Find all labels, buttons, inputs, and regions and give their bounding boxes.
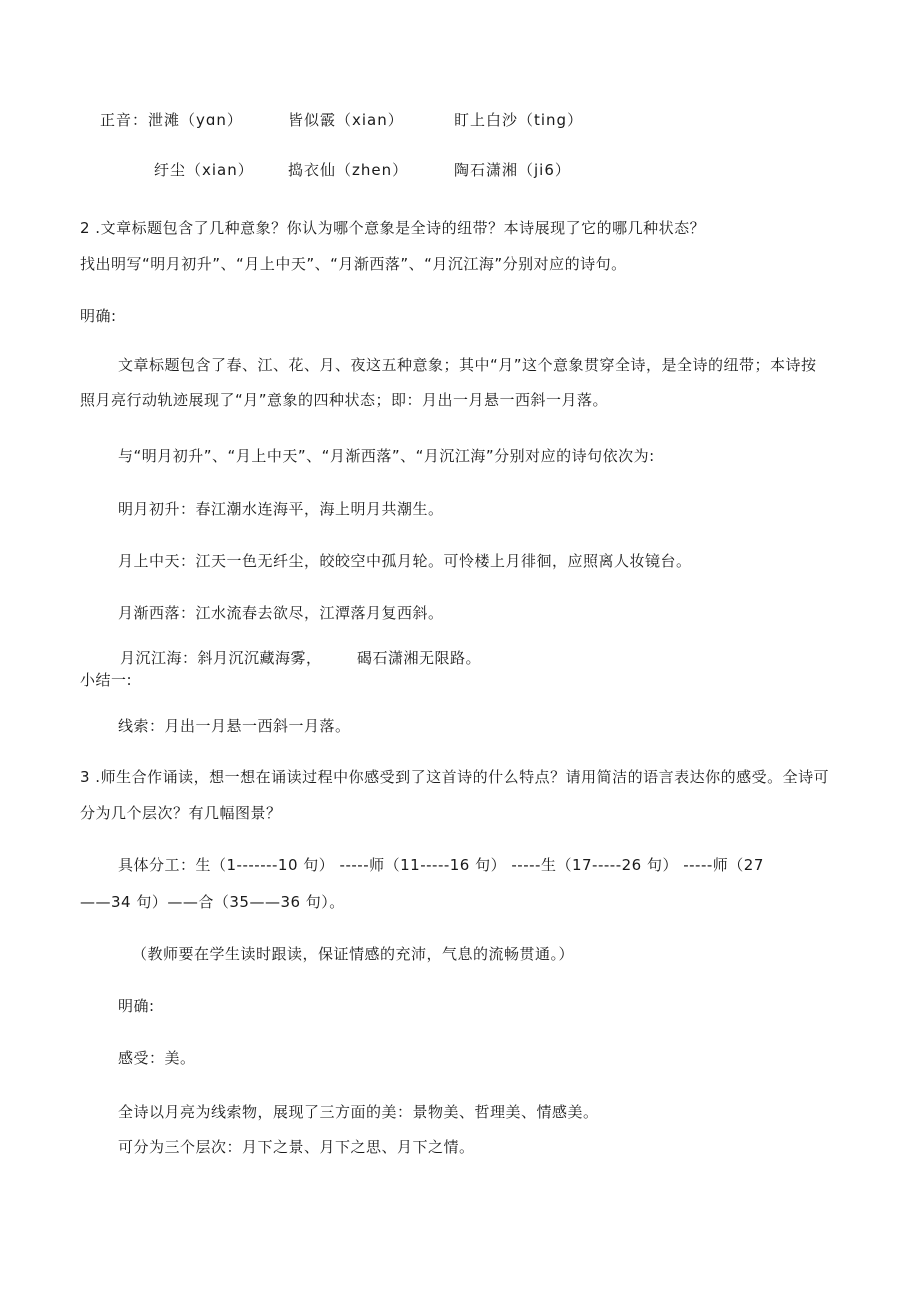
poem-line-west: 月渐西落：江水流春去欲尽，江潭落月复西斜。: [118, 604, 444, 622]
feeling-text: 感受：美。: [118, 1049, 196, 1067]
question-3-line2: 分为几个层次？有几幅图景？: [80, 804, 282, 822]
answer-paragraph-2: 与“明月初升”、“月上中天”、“月渐西落”、“月沉江海”分别对应的诗句依次为:: [118, 447, 655, 465]
poem-line-sink-a: 月沉江海：斜月沉沉藏海雾，: [120, 649, 322, 667]
pinyin-item: 陶石潇湘（ji6）: [454, 161, 571, 179]
division-line1: 具体分工：生（1-------10 句） -----师（11-----16 句） -----生（17-----26 句） -----师（27: [118, 856, 764, 874]
beauty-text: 全诗以月亮为线索物，展现了三方面的美：景物美、哲理美、情感美。: [118, 1103, 599, 1121]
pinyin-item: 盯上白沙（ting）: [454, 111, 584, 129]
layers-text: 可分为三个层次：月下之景、月下之思、月下之情。: [118, 1138, 475, 1156]
answer-paragraph-line1: 文章标题包含了春、江、花、月、夜这五种意象；其中“月”这个意象贯穿全诗，是全诗的纽带；本诗按: [118, 356, 817, 374]
summary-text: 线索：月出一月悬一西斜一月落。: [118, 717, 351, 735]
pinyin-item: 纡尘（xian）: [154, 161, 254, 179]
clarify-label: 明确:: [118, 997, 155, 1015]
teacher-note: （教师要在学生读时跟读，保证情感的充沛，气息的流畅贯通。）: [132, 945, 575, 963]
pinyin-item: 正音：泄滩（yɑn）: [100, 111, 243, 129]
question-2-line2: 找出明写“明月初升”、“月上中天”、“月渐西落”、“月沉江海”分别对应的诗句。: [80, 255, 627, 273]
division-line2: ——34 句）——合（35——36 句）。: [80, 893, 345, 911]
poem-line-rise: 明月初升：春江潮水连海平，海上明月共潮生。: [118, 500, 444, 518]
question-2-line1: 2 .文章标题包含了几种意象？你认为哪个意象是全诗的纽带？本诗展现了它的哪几种状态？: [80, 219, 706, 237]
summary-label: 小结一:: [80, 671, 133, 689]
poem-line-sink-b: 碣石潇湘无限路。: [357, 649, 482, 667]
poem-line-mid: 月上中天：江天一色无纤尘，皎皎空中孤月轮。可怜楼上月徘徊，应照离人妆镜台。: [118, 552, 692, 570]
pinyin-item: 捣衣仙（zhen）: [288, 161, 409, 179]
pinyin-item: 皆似霰（xian）: [288, 111, 404, 129]
answer-paragraph-line2: 照月亮行动轨迹展现了“月”意象的四种状态；即：月出一月悬一西斜一月落。: [80, 391, 609, 409]
clarify-label: 明确:: [80, 307, 117, 325]
question-3-line1: 3 .师生合作诵读，想一想在诵读过程中你感受到了这首诗的什么特点？请用简洁的语言表达你的感受。全诗可: [80, 768, 830, 786]
